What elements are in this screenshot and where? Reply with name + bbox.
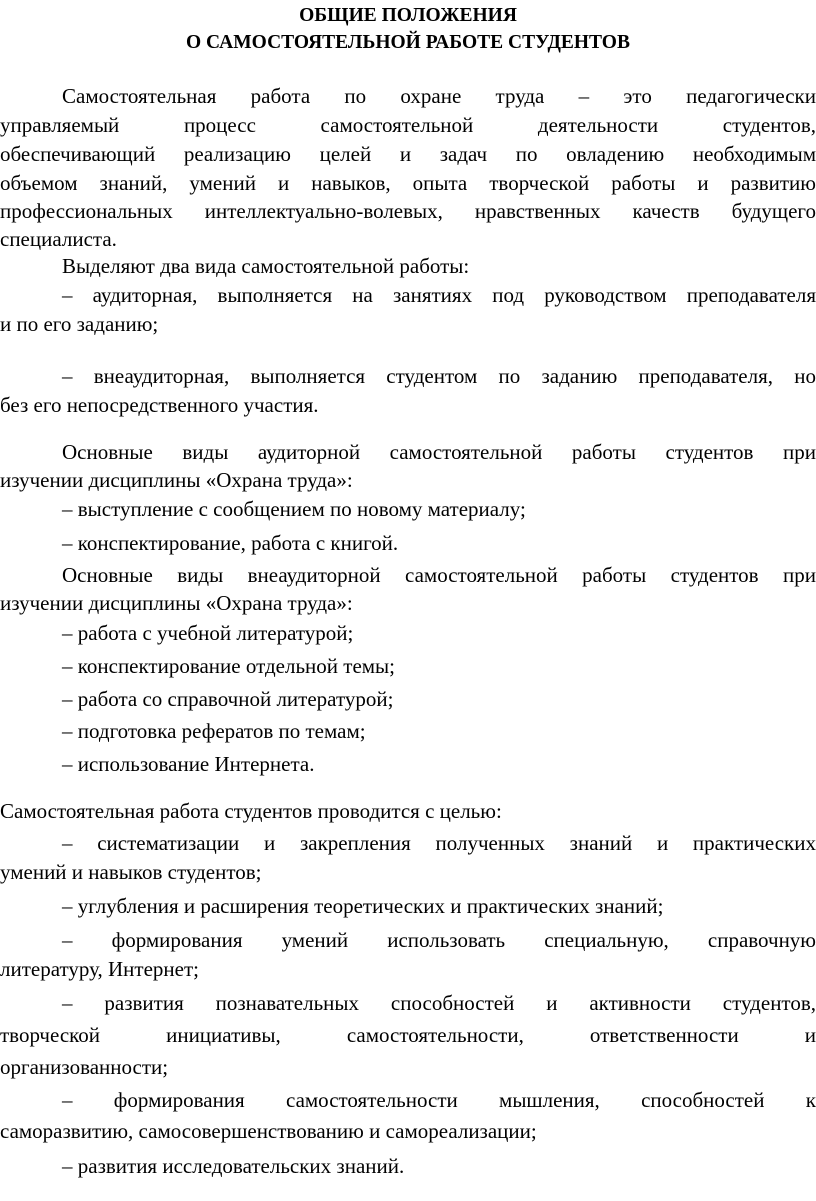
goal-4-line-1: – развития познавательных способностей и активности студентов, [62,991,816,1015]
goal-1-line-1: – систематизации и закрепления полученных знаний и практических [62,831,816,855]
document-title-line-1: ОБЩИЕ ПОЛОЖЕНИЯ [299,5,517,26]
extra-item: – работа со справочной литературой; [62,687,394,711]
auditory-line-1: Основные виды аудиторной самостоятельной работы студентов при [62,440,816,464]
intro-line-6: специалиста. [0,227,117,251]
goal-4-line-2: творческой инициативы, самостоятельности, ответственности и [0,1023,816,1047]
auditory-item: – конспектирование, работа с книгой. [62,531,399,555]
types-lead: Выделяют два вида самостоятельной работы: [62,254,470,278]
goal-1-line-2: умений и навыков студентов; [0,860,262,884]
type-auditory-line-1: – аудиторная, выполняется на занятиях под руководством преподавателя [62,283,816,307]
goals-lead: Самостоятельная работа студентов проводится с целью: [0,799,502,823]
extra-item: – конспектирование отдельной темы; [62,654,395,678]
document-title-line-2: О САМОСТОЯТЕЛЬНОЙ РАБОТЕ СТУДЕНТОВ [186,32,630,53]
extra-line-1: Основные виды внеаудиторной самостоятельной работы студентов при [62,563,816,587]
intro-line-4: объемом знаний, умений и навыков, опыта творческой работы и развитию [0,171,816,195]
auditory-item: – выступление с сообщением по новому материалу; [62,497,526,521]
extra-item: – подготовка рефератов по темам; [62,719,366,743]
extra-line-2: изучении дисциплины «Охрана труда»: [0,591,353,615]
intro-line-3: обеспечивающий реализацию целей и задач по овладению необходимым [0,142,816,166]
intro-line-1: Самостоятельная работа по охране труда – это педагогически [62,84,816,108]
goal-6: – развития исследовательских знаний. [62,1154,405,1178]
goal-4-line-3: организованности; [0,1055,169,1079]
type-extra-line-2: без его непосредственного участия. [0,393,319,417]
goal-3-line-1: – формирования умений использовать специальную, справочную [62,928,816,952]
type-auditory-line-2: и по его заданию; [0,312,159,336]
goal-3-line-2: литературу, Интернет; [0,957,199,981]
type-extra-line-1: – внеаудиторная, выполняется студентом по заданию преподавателя, но [62,364,816,388]
auditory-line-2: изучении дисциплины «Охрана труда»: [0,468,353,492]
goal-2: – углубления и расширения теоретических и практических знаний; [62,894,664,918]
extra-item: – использование Интернета. [62,752,315,776]
goal-5-line-1: – формирования самостоятельности мышления, способностей к [62,1088,816,1112]
intro-line-5: профессиональных интеллектуально-волевых, нравственных качеств будущего [0,199,816,223]
intro-line-2: управляемый процесс самостоятельной деятельности студентов, [0,113,816,137]
goal-5-line-2: саморазвитию, самосовершенствованию и самореализации; [0,1119,537,1143]
extra-item: – работа с учебной литературой; [62,621,354,645]
